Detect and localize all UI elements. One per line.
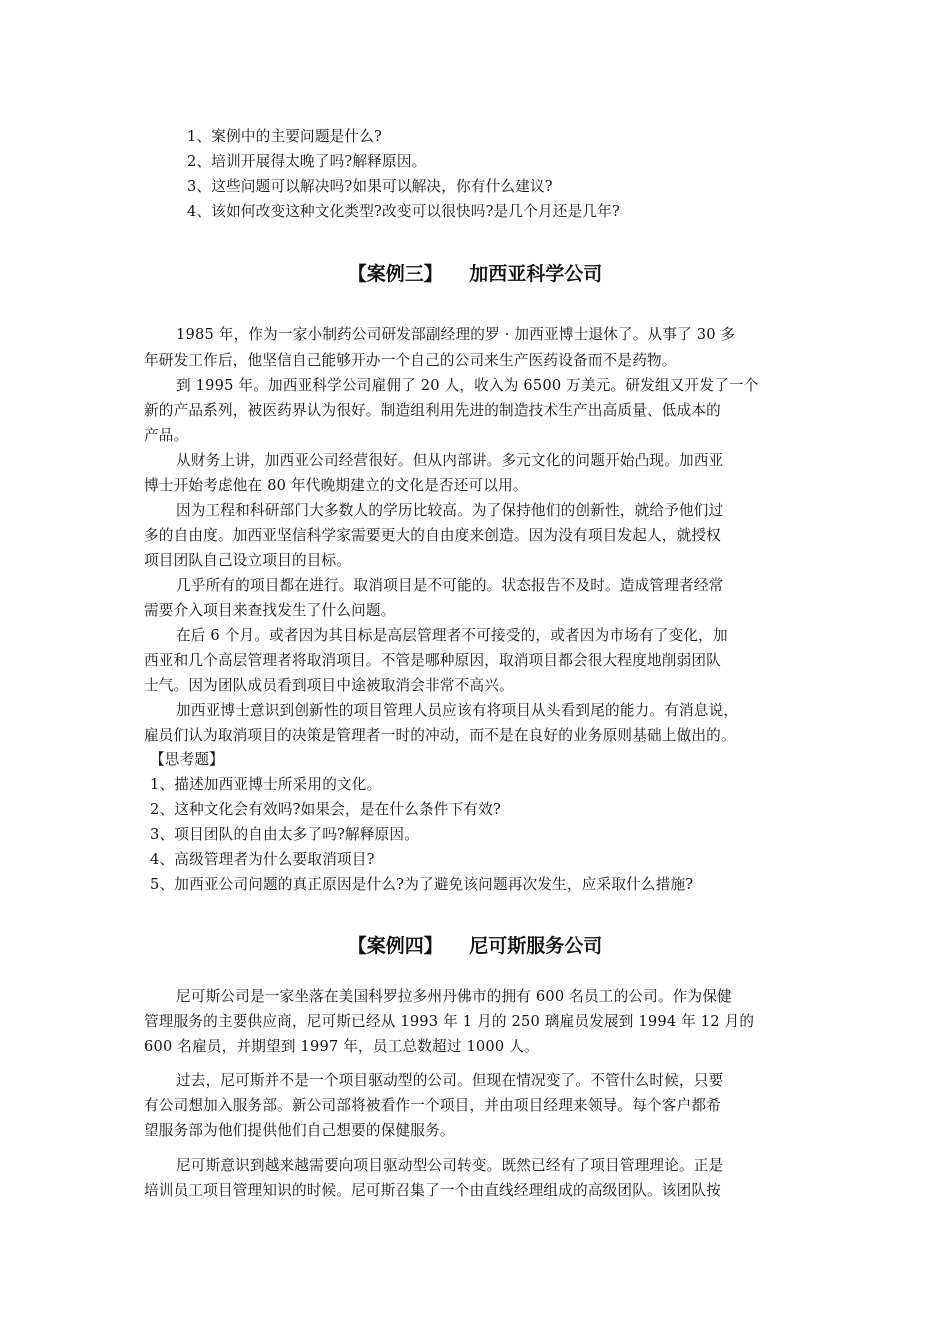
case3-line: 雇员们认为取消项目的决策是管理者一时的冲动，而不是在良好的业务原则基础上做出的。	[144, 727, 736, 744]
question-4: 4、该如何改变这种文化类型?改变可以很快吗?是几个月还是几年?	[187, 203, 620, 220]
case3-line: 从财务上讲，加西亚公司经营很好。但从内部讲。多元文化的问题开始凸现。加西亚	[176, 452, 724, 469]
case4-title: 【案例四】 尼可斯服务公司	[347, 935, 603, 957]
case3-line: 博士开始考虑他在 80 年代晚期建立的文化是否还可以用。	[144, 477, 528, 494]
case3-line: 到 1995 年。加西亚科学公司雇佣了 20 人，收入为 6500 万美元。研发组又开发了一个	[176, 377, 759, 394]
case3-line: 年研发工作后，他坚信自己能够开办一个自己的公司来生产医药设备而不是药物。	[144, 352, 677, 369]
think-question-4: 4、高级管理者为什么要取消项目?	[150, 851, 375, 868]
case4-line: 过去，尼可斯并不是一个项目驱动型的公司。但现在情况变了。不管什么时候，只要	[176, 1072, 724, 1089]
case3-line: 在后 6 个月。或者因为其目标是高层管理者不可接受的，或者因为市场有了变化，加	[176, 627, 728, 644]
case4-line: 尼可斯意识到越来越需要向项目驱动型公司转变。既然已经有了项目管理理论。正是	[176, 1157, 724, 1174]
question-3: 3、这些问题可以解决吗?如果可以解决，你有什么建议?	[187, 178, 553, 195]
case4-line: 培训员工项目管理知识的时候。尼可斯召集了一个由直线经理组成的高级团队。该团队按	[144, 1182, 721, 1199]
case3-title: 【案例三】 加西亚科学公司	[347, 263, 603, 285]
case4-line: 有公司想加入服务部。新公司部将被看作一个项目，并由项目经理来领导。每个客户都希	[144, 1097, 721, 1114]
think-question-5: 5、加西亚公司问题的真正原因是什么?为了避免该问题再次发生，应采取什么措施?	[150, 876, 694, 893]
think-question-3: 3、项目团队的自由太多了吗?解释原因。	[150, 826, 420, 843]
case4-line: 望服务部为他们提供他们自己想要的保健服务。	[144, 1122, 455, 1139]
case3-line: 因为工程和科研部门大多数人的学历比较高。为了保持他们的创新性，就给予他们过	[176, 502, 724, 519]
case3-line: 士气。因为团队成员看到项目中途被取消会非常不高兴。	[144, 677, 514, 694]
case3-line: 几乎所有的项目都在进行。取消项目是不可能的。状态报告不及时。造成管理者经常	[176, 577, 724, 594]
think-label: 【思考题】	[150, 751, 224, 768]
case3-line: 西亚和几个高层管理者将取消项目。不管是哪种原因，取消项目都会很大程度地削弱团队	[144, 652, 721, 669]
think-question-1: 1、描述加西亚博士所采用的文化。	[150, 776, 382, 793]
case3-line: 产品。	[144, 427, 189, 444]
case4-line: 管理服务的主要供应商，尼可斯已经从 1993 年 1 月的 250 璃雇员发展到 1994 年 12 月的	[144, 1013, 755, 1030]
question-1: 1、案例中的主要问题是什么?	[187, 128, 383, 145]
case3-line: 新的产品系列，被医药界认为很好。制造组利用先进的制造技术生产出高质量、低成本的	[144, 402, 721, 419]
case3-line: 加西亚博士意识到创新性的项目管理人员应该有将项目从头看到尾的能力。有消息说，	[176, 702, 739, 719]
case4-line: 600 名雇员，并期望到 1997 年，员工总数超过 1000 人。	[144, 1038, 539, 1055]
case4-line: 尼可斯公司是一家坐落在美国科罗拉多州丹佛市的拥有 600 名员工的公司。作为保健	[176, 988, 732, 1005]
case3-line: 需要介入项目来查找发生了什么问题。	[144, 602, 396, 619]
case3-line: 多的自由度。加西亚坚信科学家需要更大的自由度来创造。因为没有项目发起人，就授权	[144, 527, 721, 544]
think-question-2: 2、这种文化会有效吗?如果会，是在什么条件下有效?	[150, 801, 501, 818]
question-2: 2、培训开展得太晚了吗?解释原因。	[187, 153, 427, 170]
case3-line: 项目团队自己设立项目的目标。	[144, 552, 352, 569]
case3-line: 1985 年，作为一家小制药公司研发部副经理的罗 · 加西亚博士退休了。从事了 30 多	[176, 326, 736, 343]
